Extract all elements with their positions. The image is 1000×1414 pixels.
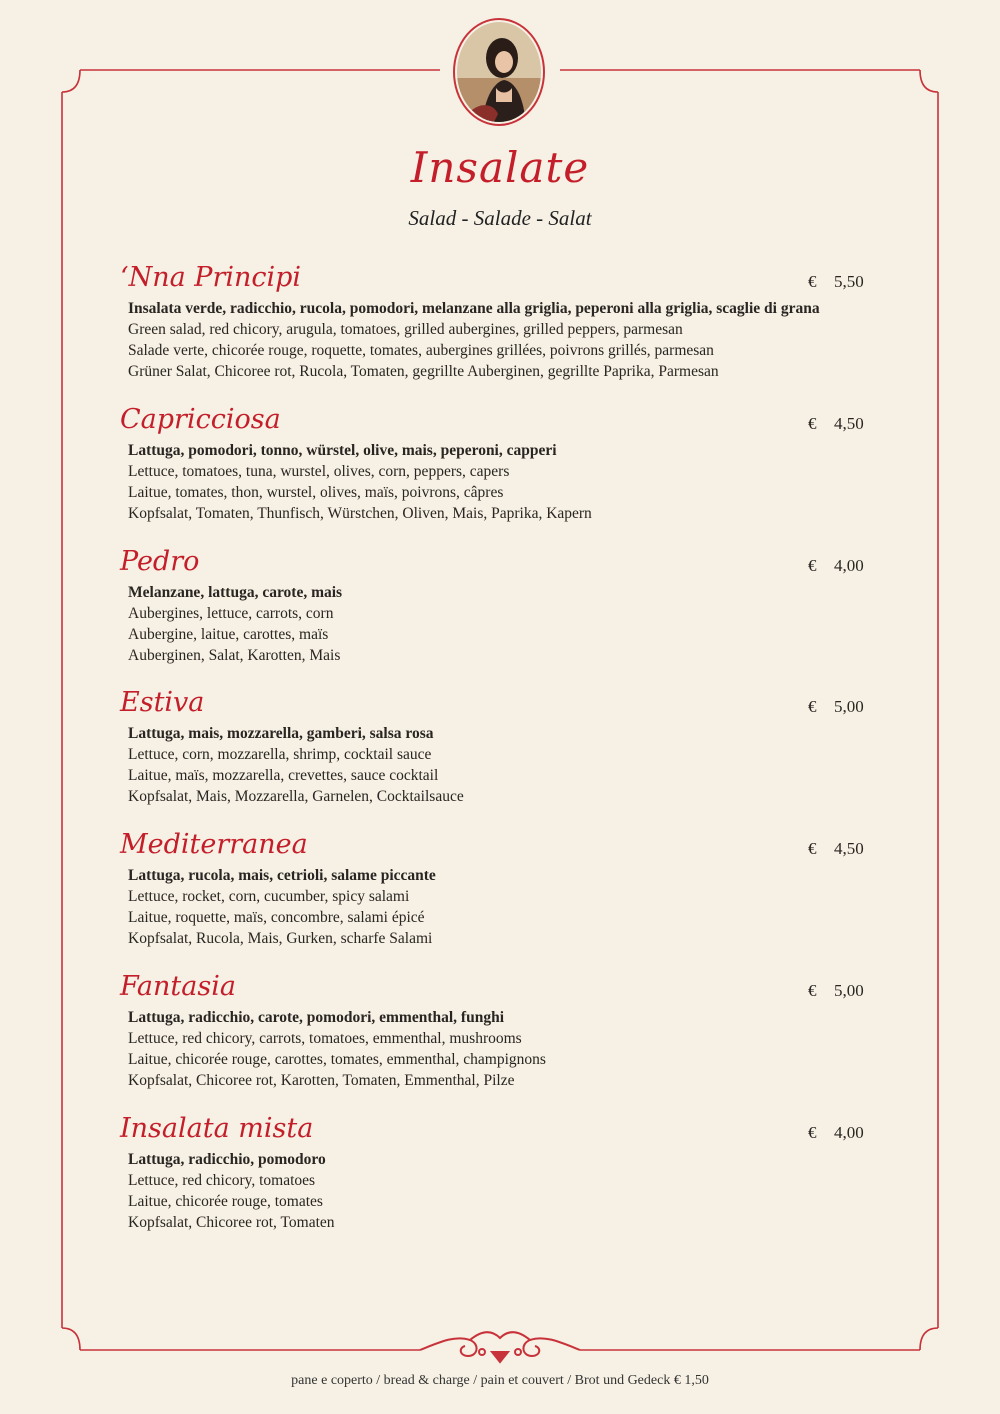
cover-charge-note: pane e coperto / bread & charge / pain et couvert / Brot und Gedeck € 1,50 — [291, 1373, 709, 1388]
item-description-german: Kopfsalat, Mais, Mozzarella, Garnelen, Cocktailsauce — [128, 788, 464, 805]
item-description-italian: Lattuga, radicchio, pomodoro — [128, 1151, 326, 1168]
item-description-german: Kopfsalat, Chicoree rot, Karotten, Tomaten, Emmenthal, Pilze — [128, 1072, 515, 1089]
item-name: Fantasia — [120, 971, 236, 1002]
item-price — [808, 839, 898, 859]
price-value: 5,50 — [834, 272, 864, 291]
price-value: 5,00 — [834, 981, 864, 1000]
item-name: Mediterranea — [120, 829, 308, 860]
item-description-french: Laitue, chicorée rouge, tomates — [128, 1193, 323, 1210]
currency-symbol: € — [808, 839, 817, 858]
item-price — [808, 414, 898, 434]
page-title: Insalate — [410, 143, 590, 192]
menu-item — [118, 683, 898, 807]
price-value: 4,50 — [834, 839, 864, 858]
item-description-german: Kopfsalat, Tomaten, Thunfisch, Würstchen, Oliven, Mais, Paprika, Kapern — [128, 505, 592, 522]
item-description-german: Auberginen, Salat, Karotten, Mais — [128, 647, 341, 664]
item-description-english: Lettuce, corn, mozzarella, shrimp, cocktail sauce — [128, 746, 432, 763]
item-price — [808, 556, 898, 576]
item-description-french: Aubergine, laitue, carottes, maïs — [128, 626, 329, 643]
currency-symbol: € — [808, 556, 817, 575]
item-name: Capricciosa — [120, 404, 281, 435]
item-description-french: Laitue, roquette, maïs, concombre, salami épicé — [128, 909, 425, 926]
menu-item — [118, 967, 898, 1091]
item-price — [808, 981, 898, 1001]
item-description-english: Lettuce, rocket, corn, cucumber, spicy salami — [128, 888, 410, 905]
item-description-german: Grüner Salat, Chicoree rot, Rucola, Tomaten, gegrillte Auberginen, gegrillte Paprika, Parmesan — [128, 363, 719, 380]
currency-symbol: € — [808, 1123, 817, 1142]
item-description-french: Laitue, tomates, thon, wurstel, olives, maïs, poivrons, câpres — [128, 484, 504, 501]
item-description-italian: Lattuga, mais, mozzarella, gamberi, salsa rosa — [128, 725, 434, 742]
item-price — [808, 1123, 898, 1143]
menu-item — [118, 825, 898, 949]
item-price — [808, 272, 898, 292]
currency-symbol: € — [808, 697, 817, 716]
item-description-italian: Melanzane, lattuga, carote, mais — [128, 584, 343, 601]
item-name: ‘Nna Principi — [120, 262, 302, 293]
item-name: Estiva — [120, 687, 205, 718]
currency-symbol: € — [808, 414, 817, 433]
price-value: 5,00 — [834, 697, 864, 716]
page-subtitle: Salad - Salade - Salat — [408, 206, 592, 230]
price-value: 4,00 — [834, 556, 864, 575]
item-description-german: Kopfsalat, Chicoree rot, Tomaten — [128, 1214, 335, 1231]
item-description-italian: Lattuga, pomodori, tonno, würstel, olive, mais, peperoni, capperi — [128, 442, 557, 459]
item-name: Pedro — [120, 546, 200, 577]
item-price — [808, 697, 898, 717]
item-description-english: Lettuce, red chicory, carrots, tomatoes, emmenthal, mushrooms — [128, 1030, 522, 1047]
item-description-german: Kopfsalat, Rucola, Mais, Gurken, scharfe Salami — [128, 930, 433, 947]
item-description-italian: Insalata verde, radicchio, rucola, pomodori, melanzane alla griglia, peperoni alla griglia, scaglie di grana — [128, 300, 820, 317]
item-description-english: Aubergines, lettuce, carrots, corn — [128, 605, 334, 622]
price-value: 4,00 — [834, 1123, 864, 1142]
bottom-ornament — [420, 1332, 580, 1362]
currency-symbol: € — [808, 272, 817, 291]
currency-symbol: € — [808, 981, 817, 1000]
item-description-french: Laitue, chicorée rouge, carottes, tomates, emmenthal, champignons — [128, 1051, 546, 1068]
price-value: 4,50 — [834, 414, 864, 433]
item-description-italian: Lattuga, radicchio, carote, pomodori, emmenthal, funghi — [128, 1009, 505, 1026]
item-description-english: Green salad, red chicory, arugula, tomatoes, grilled aubergines, grilled peppers, parmesan — [128, 321, 683, 338]
menu-item — [118, 400, 898, 524]
item-description-italian: Lattuga, rucola, mais, cetrioli, salame piccante — [128, 867, 436, 884]
item-name: Insalata mista — [120, 1113, 314, 1144]
menu-item — [118, 258, 898, 382]
item-description-english: Lettuce, tomatoes, tuna, wurstel, olives, corn, peppers, capers — [128, 463, 510, 480]
menu-item — [118, 542, 898, 666]
menu-item — [118, 1109, 898, 1233]
item-description-english: Lettuce, red chicory, tomatoes — [128, 1172, 316, 1189]
item-description-french: Salade verte, chicorée rouge, roquette, tomates, aubergines grillées, poivrons grillés, parmesan — [128, 342, 714, 359]
portrait-image — [452, 18, 546, 126]
item-description-french: Laitue, maïs, mozzarella, crevettes, sauce cocktail — [128, 767, 439, 784]
